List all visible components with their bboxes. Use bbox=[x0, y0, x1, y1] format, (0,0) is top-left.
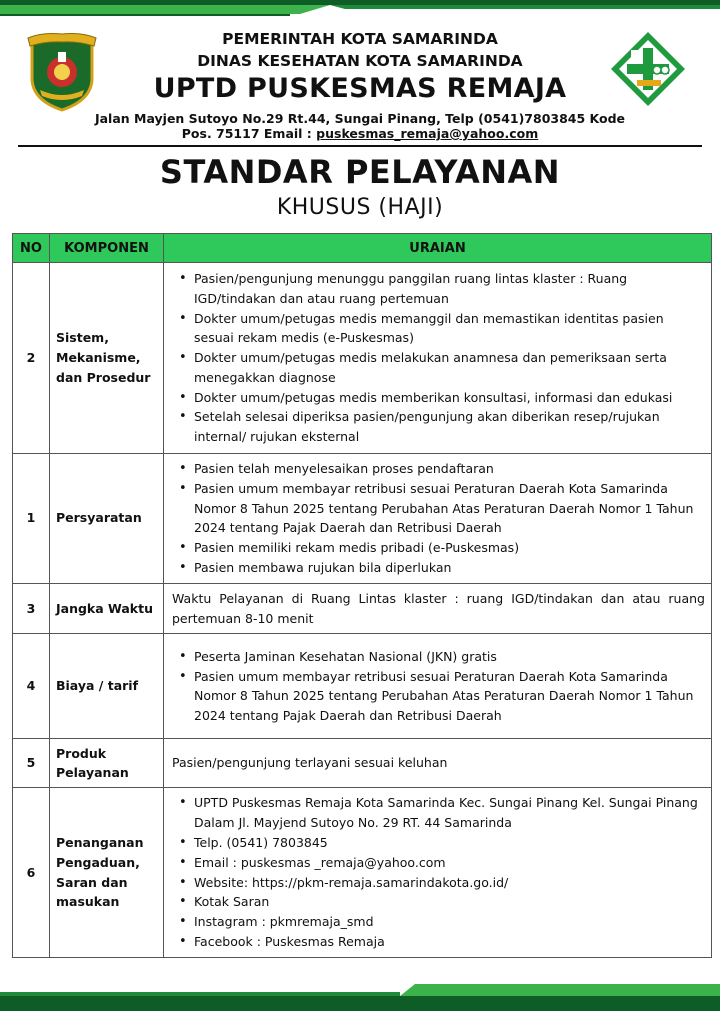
puskesmas-remaja-logo bbox=[609, 30, 687, 108]
list-item: • Pasien membawa rujukan bila diperlukan bbox=[172, 558, 705, 578]
list-item: • Peserta Jaminan Kesehatan Nasional (JKN) gratis bbox=[172, 647, 705, 667]
service-standard-table bbox=[12, 233, 712, 958]
row-number: 5 bbox=[13, 739, 50, 788]
row-description bbox=[164, 263, 712, 454]
row-description bbox=[164, 634, 712, 739]
header-government-line: PEMERINTAH KOTA SAMARINDA bbox=[222, 30, 498, 48]
description-list bbox=[172, 459, 705, 578]
description-list bbox=[172, 269, 705, 447]
list-item: • Setelah selesai diperiksa pasien/pengunjung akan diberikan resep/rujukan internal/ rujukan eksternal bbox=[172, 407, 705, 447]
row-component: Persyaratan bbox=[50, 454, 164, 584]
table-row bbox=[13, 788, 712, 957]
row-description bbox=[164, 583, 712, 634]
table-header-row bbox=[13, 234, 712, 263]
table-row bbox=[13, 263, 712, 454]
list-item: • Dokter umum/petugas medis melakukan anamnesa dan pemeriksaan serta menegakkan diagnose bbox=[172, 348, 705, 388]
header-divider bbox=[18, 145, 702, 147]
row-component: Biaya / tarif bbox=[50, 634, 164, 739]
document-title: STANDAR PELAYANAN bbox=[159, 153, 561, 191]
table-row bbox=[13, 583, 712, 634]
column-header-description: URAIAN bbox=[164, 234, 712, 263]
list-item: • Pasien umum membayar retribusi sesuai Peraturan Daerah Kota Samarinda Nomor 8 Tahun 2025 tentang Perubahan Atas Peraturan Daerah Nomor 1 Tahun 2024 tentang Pajak Daerah dan Retribusi Daerah bbox=[172, 667, 705, 726]
list-item: • Dokter umum/petugas medis memberikan konsultasi, informasi dan edukasi bbox=[172, 388, 705, 408]
description-list bbox=[172, 647, 705, 726]
bottom-decorative-band bbox=[0, 970, 720, 1011]
description-text: Waktu Pelayanan di Ruang Lintas klaster : ruang IGD/tindakan dan atau ruang pertemuan 8-10 menit bbox=[172, 590, 705, 626]
header-postal-email-line bbox=[0, 126, 720, 141]
row-number: 3 bbox=[13, 583, 50, 634]
header-address-line: Jalan Mayjen Sutoyo No.29 Rt.44, Sungai Pinang, Telp (0541)7803845 Kode bbox=[94, 111, 626, 126]
top-decorative-band bbox=[0, 0, 720, 22]
row-number: 6 bbox=[13, 788, 50, 957]
list-item: • Pasien/pengunjung menunggu panggilan ruang lintas klaster : Ruang IGD/tindakan dan atau ruang pertemuan bbox=[172, 269, 705, 309]
list-item: • Pasien memiliki rekam medis pribadi (e-Puskesmas) bbox=[172, 538, 705, 558]
list-item[interactable]: • Website: https://pkm-remaja.samarindakota.go.id/ bbox=[172, 873, 705, 893]
header-institution-name: UPTD PUSKESMAS REMAJA bbox=[153, 73, 567, 104]
list-item: • Kotak Saran bbox=[172, 892, 705, 912]
description-text: Pasien/pengunjung terlayani sesuai keluhan bbox=[172, 755, 448, 771]
list-item: • UPTD Puskesmas Remaja Kota Samarinda Kec. Sungai Pinang Kel. Sungai Pinang Dalam Jl. Mayjend Sutoyo No. 29 RT. 44 Samarinda bbox=[172, 793, 705, 833]
list-item: • Telp. (0541) 7803845 bbox=[172, 833, 705, 853]
postal-code-text: Pos. 75117 Email : bbox=[181, 126, 317, 141]
email-link[interactable]: puskesmas_remaja@yahoo.com bbox=[316, 126, 539, 141]
table-row bbox=[13, 454, 712, 584]
list-item: • Instagram : pkmremaja_smd bbox=[172, 912, 705, 932]
row-number: 2 bbox=[13, 263, 50, 454]
row-description bbox=[164, 454, 712, 584]
description-list bbox=[172, 793, 705, 951]
row-component: Penanganan Pengaduan, Saran dan masukan bbox=[50, 788, 164, 957]
row-number: 1 bbox=[13, 454, 50, 584]
row-component: Jangka Waktu bbox=[50, 583, 164, 634]
list-item: • Pasien umum membayar retribusi sesuai Peraturan Daerah Kota Samarinda Nomor 8 Tahun 2025 tentang Perubahan Atas Peraturan Daerah Nomor 1 Tahun 2024 tentang Pajak Daerah dan Retribusi Daerah bbox=[172, 479, 705, 538]
list-item: • Email : puskesmas _remaja@yahoo.com bbox=[172, 853, 705, 873]
list-item: • Dokter umum/petugas medis memanggil dan memastikan identitas pasien sesuai rekam medis (e-Puskesmas) bbox=[172, 309, 705, 349]
row-description bbox=[164, 788, 712, 957]
list-item: • Facebook : Puskesmas Remaja bbox=[172, 932, 705, 952]
row-component: Sistem, Mekanisme, dan Prosedur bbox=[50, 263, 164, 454]
document-subtitle: KHUSUS (HAJI) bbox=[276, 195, 444, 220]
table-row bbox=[13, 634, 712, 739]
table-row bbox=[13, 739, 712, 788]
row-description bbox=[164, 739, 712, 788]
header-department-line: DINAS KESEHATAN KOTA SAMARINDA bbox=[197, 52, 523, 70]
list-item: • Pasien telah menyelesaikan proses pendaftaran bbox=[172, 459, 705, 479]
row-component: Produk Pelayanan bbox=[50, 739, 164, 788]
row-number: 4 bbox=[13, 634, 50, 739]
column-header-no: NO bbox=[13, 234, 50, 263]
column-header-component: KOMPONEN bbox=[50, 234, 164, 263]
